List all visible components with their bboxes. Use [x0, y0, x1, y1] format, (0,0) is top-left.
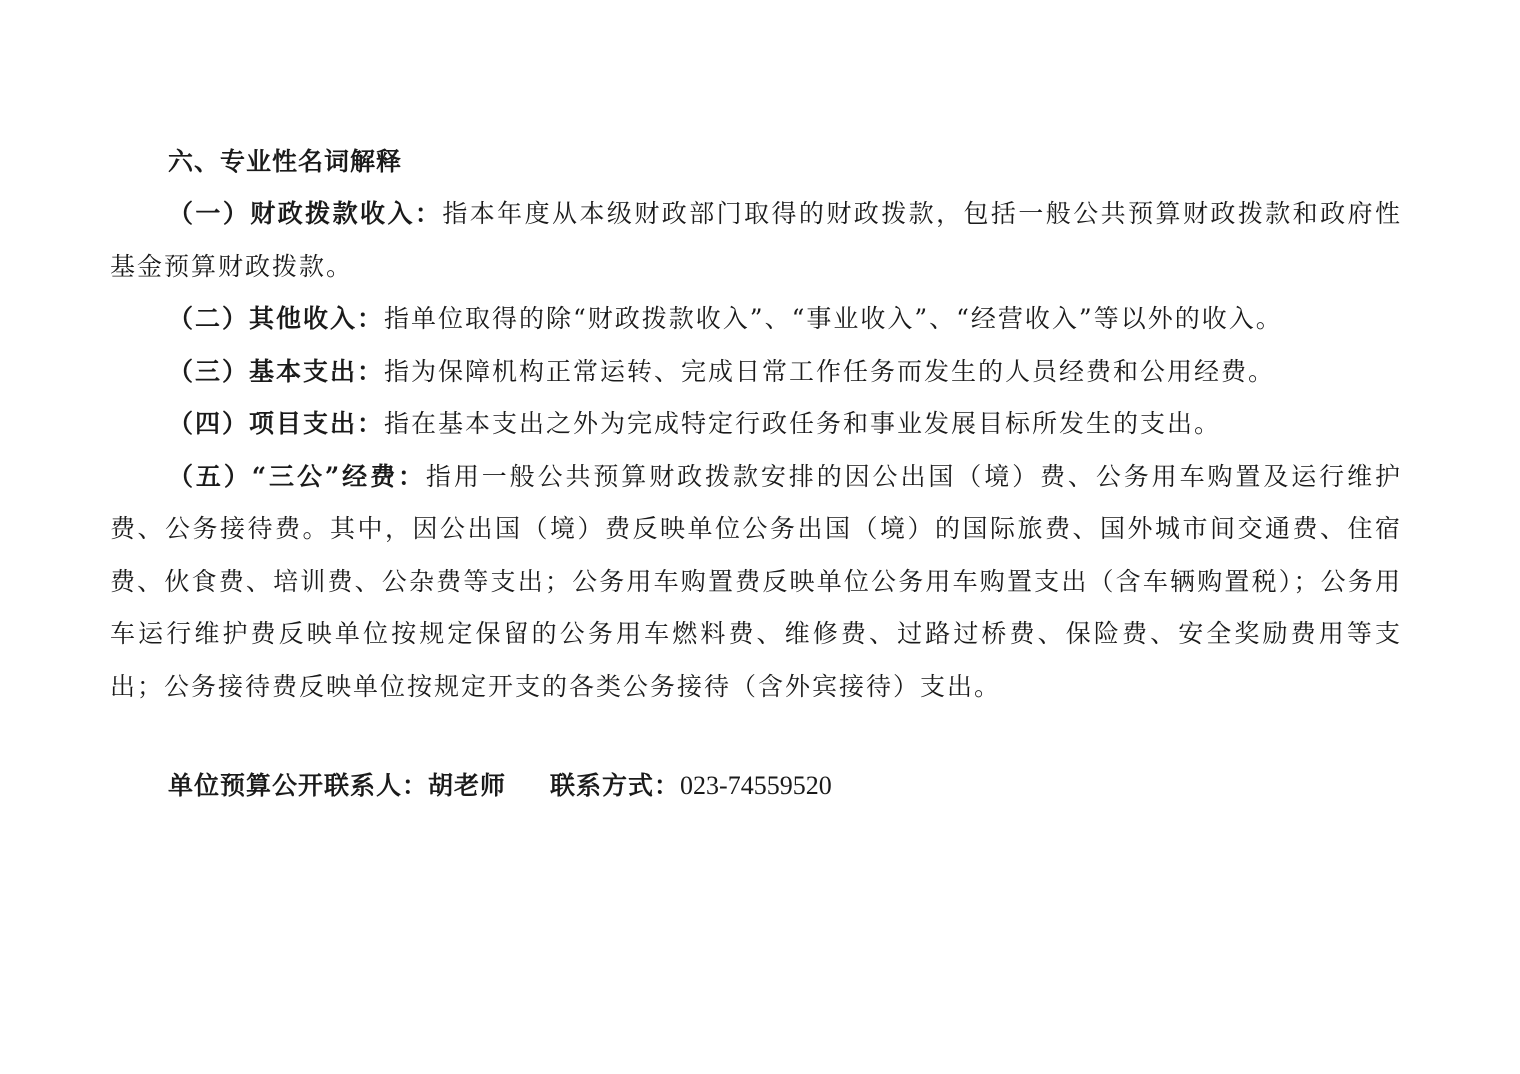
definition-text: 指单位取得的除“财政拨款收入”、“事业收入”、“经营收入”等以外的收入。 [384, 304, 1283, 333]
definition-text: 指为保障机构正常运转、完成日常工作任务而发生的人员经费和公用经费。 [384, 356, 1276, 386]
definition-project-expenditure [110, 398, 1402, 451]
section-title: 六、专业性名词解释 [168, 147, 403, 176]
definition-text: 指用一般公共预算财政拨款安排的因公出国（境）费、公务用车购置及运行维护费、公务接待费。其中，因公出国（境）费反映单位公务出国（境）的国际旅费、国外城市间交通费、住宿费、伙食费、培训费、公杂费等支出；公务用车购置费反映单位公务用车购置支出（含车辆购置税）；公务用车运行维护费反映单位按规定保留的公务用车燃料费、维修费、过路过桥费、保险费、安全奖励费用等支出；公务接待费反映单位按规定开支的各类公务接待（含外宾接待）支出。 [110, 461, 1402, 701]
term-label: （四）项目支出： [168, 409, 385, 438]
definition-financial-appropriation [110, 188, 1402, 293]
definition-text: 指在基本支出之外为完成特定行政任务和事业发展目标所发生的支出。 [384, 409, 1222, 438]
term-label: （一）财政拨款收入： [168, 199, 443, 228]
definition-basic-expenditure [110, 346, 1402, 399]
document-body [110, 140, 1402, 713]
definition-other-income [110, 293, 1402, 346]
term-label: （三）基本支出： [168, 356, 385, 386]
contact-phone-number: 023-74559520 [680, 771, 832, 800]
term-label: （二）其他收入： [168, 304, 385, 333]
term-label: （五）“三公”经费： [168, 461, 426, 491]
contact-line [168, 762, 832, 810]
definition-text: 指本年度从本级财政部门取得的财政拨款，包括一般公共预算财政拨款和政府性基金预算财政拨款。 [110, 199, 1402, 281]
contact-person: 单位预算公开联系人：胡老师 [168, 771, 507, 800]
definition-three-public-expenses [110, 451, 1402, 714]
contact-phone-label: 联系方式： [550, 771, 681, 800]
